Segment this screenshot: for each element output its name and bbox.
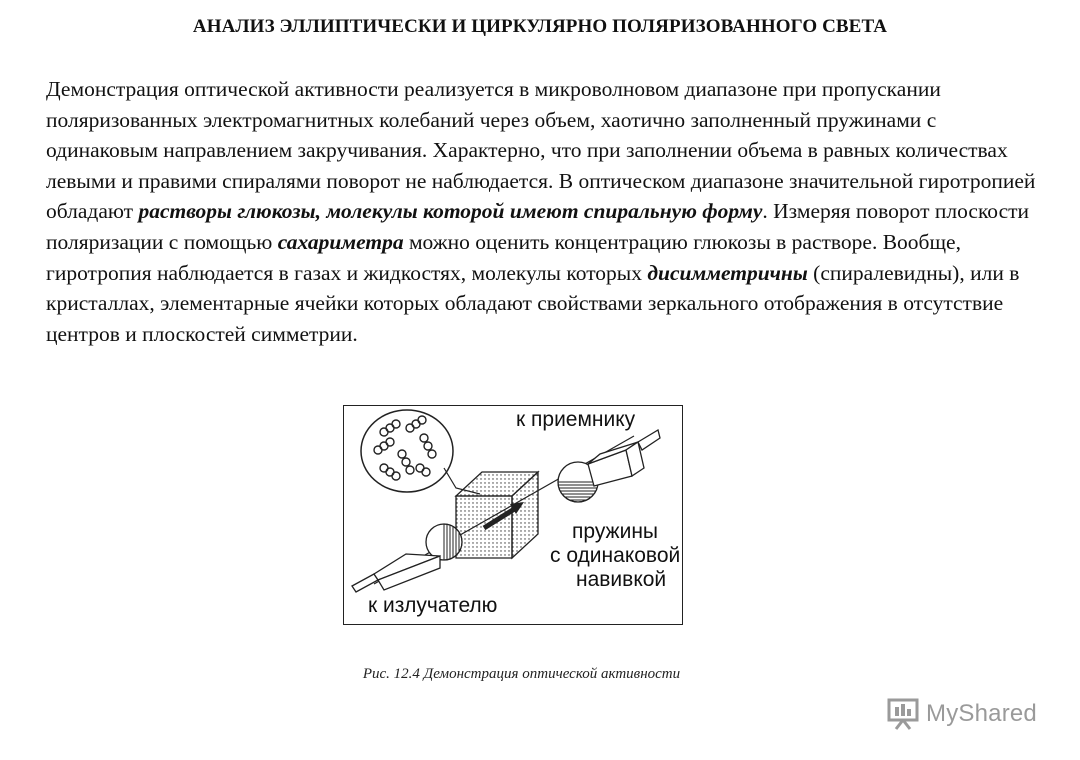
springs-label-line-3: навивкой bbox=[576, 568, 667, 591]
emphasis-dissymmetric: дисимметричны bbox=[647, 260, 808, 285]
page-title: АНАЛИЗ ЭЛЛИПТИЧЕСКИ И ЦИРКУЛЯРНО ПОЛЯРИЗОВАННОГО СВЕТА bbox=[192, 16, 888, 37]
paragraph-text-2: . Измеряя поворот плоскости поляризации с помощью bbox=[46, 199, 1030, 254]
receiver-label: к приемнику bbox=[516, 408, 636, 431]
spring-filled-cube bbox=[456, 472, 538, 558]
body-paragraph bbox=[46, 74, 1046, 349]
optical-activity-figure bbox=[343, 405, 683, 625]
springs-label-line-2: с одинаковой bbox=[550, 544, 681, 567]
myshared-watermark bbox=[886, 696, 1037, 732]
springs-label-line-1: пружины bbox=[572, 520, 659, 543]
presentation-board-icon bbox=[886, 698, 920, 730]
emitter-horn bbox=[352, 554, 440, 592]
emphasis-glucose-solutions: растворы глюкозы, молекулы которой имеют спиральную форму bbox=[138, 199, 763, 224]
emitter-label: к излучателю bbox=[368, 594, 498, 617]
paragraph-text-3: можно оценить концентрацию глюкозы в растворе. Вообще, гиротропия наблюдается в газах и жидкостях, молекулы которых bbox=[46, 229, 961, 285]
paragraph-text-1: Демонстрация оптической активности реализуется в микроволновом диапазоне при пропускании поляризованных электромагнитных колебаний через объем, хаотично заполненный пружинами с одинаковым направлением закручивания. Характерно, что при заполнении объема в равных количествах левыми и правими спиралями поворот не наблюдается. В оптическом диапазоне значительной гиротропией обладают bbox=[46, 77, 1036, 224]
watermark-brand: MyShared bbox=[926, 700, 1037, 727]
emphasis-saccharimeter: сахариметра bbox=[277, 229, 404, 254]
spring-magnifier-inset bbox=[361, 410, 480, 494]
figure-caption: Рис. 12.4 Демонстрация оптической активности bbox=[362, 666, 681, 682]
input-polarization-disk bbox=[426, 524, 462, 560]
receiver-horn bbox=[588, 430, 660, 486]
paragraph-text-4: (спиралевидны), или в кристаллах, элементарные ячейки которых обладают свойствами зеркального отображения в отсутствие центров и плоскостей симметрии. bbox=[46, 260, 1020, 346]
